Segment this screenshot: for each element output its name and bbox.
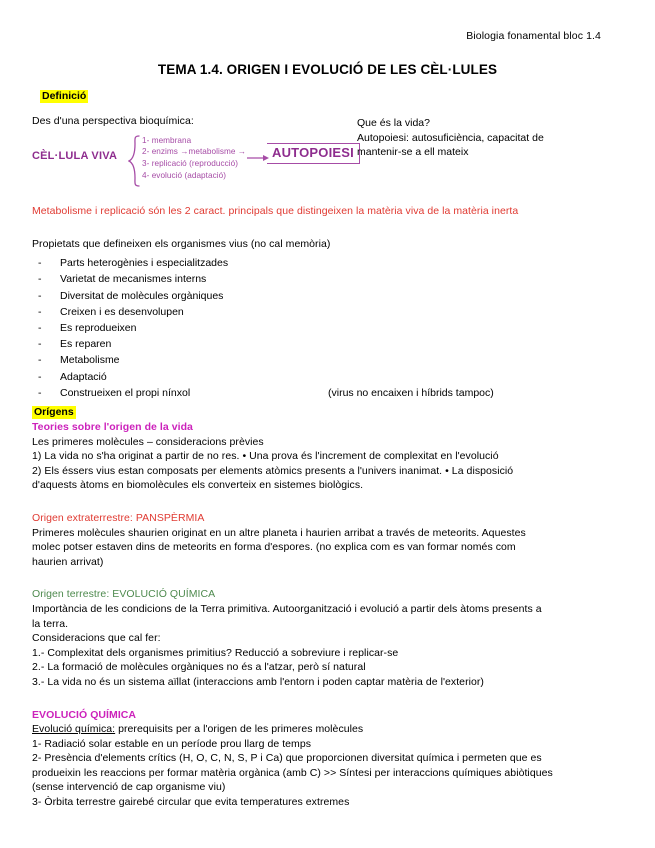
arrow-right-icon	[247, 150, 269, 160]
list-item-label: Parts heterogènies i especialitzades	[60, 257, 229, 270]
cell-definition-diagram	[32, 135, 372, 189]
diagram-cell-label: CÈL·LULA VIVA	[32, 149, 118, 162]
curly-brace-icon	[128, 135, 140, 187]
list-item-label: Es reparen	[60, 338, 112, 351]
list-bullet: -	[38, 305, 42, 318]
evolucio-lead-underlined: Evolució química:	[32, 723, 116, 736]
definicio-intro-block	[32, 114, 623, 186]
intro-bioquimica-line: Des d'una perspectiva bioquímica:	[32, 115, 194, 127]
list-item-label: Varietat de mecanismes interns	[60, 273, 207, 286]
panspermia-line-2: molec potser estaven dins de meteorits en forma d'espores. (no explica com es van formar només com	[32, 541, 516, 554]
properties-side-note: (virus no encaixen i híbrids tampoc)	[328, 386, 494, 399]
terrestre-line-5: 2.- La formació de molècules orgàniques no és a l'atzar, però sí natural	[32, 661, 366, 674]
origens-line-3: 2) Els éssers vius estan composats per elements atòmics presents a l'univers inanimat. • La disposició	[32, 464, 514, 477]
list-bullet: -	[38, 322, 42, 334]
definicio-highlight-label: Definició	[42, 90, 87, 102]
list-item	[32, 369, 623, 385]
origen-terrestre-heading: Origen terrestre: EVOLUCIÓ QUÍMICA	[32, 588, 216, 601]
intro-right-column	[357, 116, 647, 160]
list-bullet: -	[38, 289, 42, 302]
list-item-label: Metabolisme	[60, 354, 120, 367]
panspermia-paragraph	[32, 526, 623, 570]
evolucio-line-4: (sense intervenció de cap organisme viu)	[32, 781, 226, 794]
list-item	[32, 385, 623, 401]
list-item	[32, 352, 623, 368]
panspermia-heading: Origen extraterrestre: PANSPÈRMIA	[32, 511, 205, 524]
list-bullet: -	[38, 386, 42, 399]
course-label: Biologia fonamental bloc 1.4	[466, 30, 601, 42]
terrestre-line-2: la terra.	[32, 617, 69, 630]
evolucio-line-5: 3- Òrbita terrestre gairebé circular que evita temperatures extremes	[32, 796, 350, 809]
diagram-item-3: 3- replicació (reproducció)	[142, 159, 238, 168]
terrestre-line-4: 1.- Complexitat dels organismes primitius? Reducció a sobreviure i replicar-se	[32, 646, 399, 659]
evolucio-lead-line	[32, 722, 623, 737]
life-answer-line-2: mantenir-se a ell mateix	[357, 146, 469, 159]
key-statement-metabolisme: Metabolisme i replicació són les 2 caract. principals que distingeixen la matèria viva de la matèria inerta	[32, 205, 519, 217]
origens-line-2: 1) La vida no s'ha originat a partir de no res. • Una prova és l'increment de complexitat en l'evolució	[32, 450, 499, 463]
list-item-text: Construeixen el propi nínxol	[60, 386, 191, 399]
list-item-label: Creixen i es desenvolupen	[60, 305, 184, 318]
origens-paragraph	[32, 435, 623, 493]
list-bullet: -	[38, 257, 42, 270]
terrestre-line-6: 3.- La vida no és un sistema aïllat (interaccions amb l'entorn i poden captar matèria de l'exterior)	[32, 675, 484, 688]
evolucio-line-2: 2- Presència d'elements crítics (H, O, C, N, S, P i Ca) que proporcionen diversitat química i permeten que es	[32, 752, 542, 765]
list-bullet: -	[38, 370, 42, 383]
diagram-item-1: 1- membrana	[142, 135, 192, 145]
intro-left-column	[32, 114, 372, 189]
section-heading-definicio	[40, 86, 623, 104]
list-item-label: Adaptació	[60, 370, 107, 383]
document-header	[32, 0, 623, 42]
panspermia-line-1: Primeres molècules shaurien originat en un altre planeta i haurien arribat a través de meteorits. Aquestes	[32, 526, 526, 539]
list-item-label	[60, 385, 623, 401]
list-bullet: -	[38, 338, 42, 351]
origen-terrestre-paragraph	[32, 602, 623, 690]
life-question: Que és la vida?	[357, 117, 430, 129]
list-bullet: -	[38, 354, 42, 367]
life-answer-line-1: Autopoiesi: autosuficiència, capacitat de	[357, 131, 544, 144]
evolucio-quimica-paragraph	[32, 722, 623, 810]
diagram-item-list	[142, 135, 246, 182]
list-bullet: -	[38, 273, 42, 286]
terrestre-line-3: Consideracions que cal fer:	[32, 632, 161, 645]
origens-line-4: d'aquests àtoms en biomolècules els converteix en sistemes biològics.	[32, 479, 364, 492]
panspermia-line-3: haurien arrivat)	[32, 555, 104, 568]
evolucio-lead-rest: prerequisits per a l'origen de les primeres molècules	[115, 723, 364, 736]
autopoiesi-box: AUTOPOIESI	[267, 143, 360, 164]
properties-list	[32, 255, 623, 401]
list-item-label: Es reprodueixen	[60, 322, 137, 334]
list-item-label: Diversitat de molècules orgàniques	[60, 289, 224, 302]
origens-highlight-label: Orígens	[34, 406, 74, 419]
evolucio-line-1: 1- Radiació solar estable en un període prou llarg de temps	[32, 737, 312, 750]
evolucio-line-3: produeixin les reaccions per formar matèria orgànica (amb C) >> Síntesi per interaccions químiques abiòtiques	[32, 766, 553, 779]
origens-line-1: Les primeres molècules – consideracions prèvies	[32, 435, 264, 448]
list-item	[32, 304, 623, 320]
terrestre-line-1: Importància de les condicions de la Terra primitiva. Autoorganització i evolució a partir dels àtoms presents a	[32, 602, 542, 615]
evolucio-quimica-heading: EVOLUCIÓ QUÍMICA	[32, 708, 137, 721]
list-item	[32, 271, 623, 287]
list-item	[32, 336, 623, 352]
properties-intro: Propietats que defineixen els organismes vius (no cal memòria)	[32, 237, 331, 250]
origens-subheading: Teories sobre l'origen de la vida	[32, 421, 193, 434]
list-item	[32, 320, 623, 336]
list-item	[32, 288, 623, 304]
section-heading-origens	[32, 402, 623, 420]
diagram-item-4: 4- evolució (adaptació)	[142, 170, 226, 180]
list-item	[32, 255, 623, 271]
diagram-item-2: 2- enzims →metabolisme →	[142, 147, 247, 157]
page-title: TEMA 1.4. ORIGEN I EVOLUCIÓ DE LES CÈL·LULES	[157, 62, 498, 77]
